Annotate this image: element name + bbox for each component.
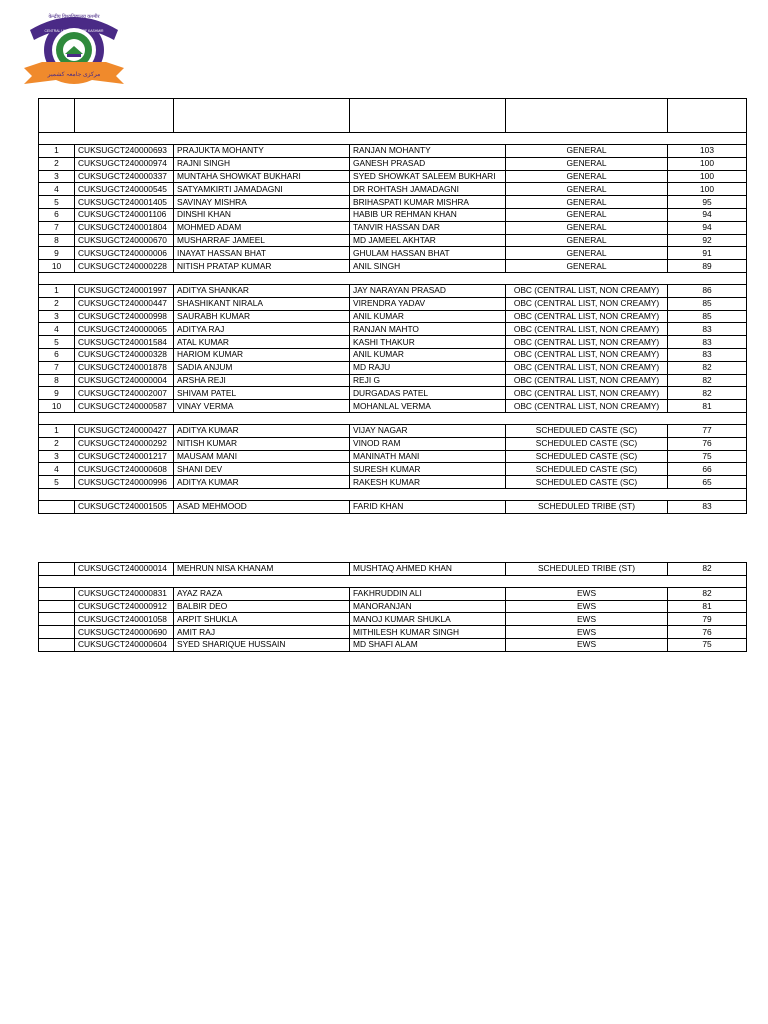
father-name-cell: MITHILESH KUMAR SINGH xyxy=(350,626,506,639)
application-no-cell: CUKSUGCT240000328 xyxy=(75,348,174,361)
sno-cell: 8 xyxy=(39,374,75,387)
score-cell: 82 xyxy=(668,361,747,374)
candidate-name-cell: SHIVAM PATEL xyxy=(174,387,350,400)
application-no-cell: CUKSUGCT240000014 xyxy=(75,563,174,576)
score-cell: 91 xyxy=(668,247,747,260)
candidate-name-cell: DINSHI KHAN xyxy=(174,208,350,221)
candidate-name-cell: SATYAMKIRTI JAMADAGNI xyxy=(174,183,350,196)
sno-cell: 7 xyxy=(39,221,75,234)
application-no-cell: CUKSUGCT240000545 xyxy=(75,183,174,196)
application-no-cell: CUKSUGCT240000690 xyxy=(75,626,174,639)
table-row xyxy=(39,145,747,158)
category-cell: OBC (CENTRAL LIST, NON CREAMY) xyxy=(506,323,668,336)
father-name-cell: GHULAM HASSAN BHAT xyxy=(350,247,506,260)
score-cell: 83 xyxy=(668,336,747,349)
score-cell: 103 xyxy=(668,145,747,158)
application-no-cell: CUKSUGCT240000228 xyxy=(75,260,174,273)
category-cell: SCHEDULED TRIBE (ST) xyxy=(506,563,668,576)
score-cell: 94 xyxy=(668,208,747,221)
score-cell: 94 xyxy=(668,221,747,234)
category-cell: EWS xyxy=(506,587,668,600)
logo-top-text: केन्द्रीय विश्वविद्यालय कश्मीर xyxy=(48,14,100,20)
father-name-cell: KASHI THAKUR xyxy=(350,336,506,349)
sno-cell: 5 xyxy=(39,336,75,349)
category-cell: OBC (CENTRAL LIST, NON CREAMY) xyxy=(506,310,668,323)
score-cell: 85 xyxy=(668,297,747,310)
university-logo xyxy=(22,10,126,92)
category-cell: GENERAL xyxy=(506,145,668,158)
category-cell: SCHEDULED CASTE (SC) xyxy=(506,437,668,450)
sno-cell: 2 xyxy=(39,157,75,170)
header-cell xyxy=(75,99,174,133)
score-cell: 100 xyxy=(668,183,747,196)
sno-cell: 10 xyxy=(39,400,75,413)
sno-cell: 2 xyxy=(39,297,75,310)
candidate-name-cell: ARSHA REJI xyxy=(174,374,350,387)
application-no-cell: CUKSUGCT240000693 xyxy=(75,145,174,158)
score-cell: 95 xyxy=(668,196,747,209)
application-no-cell: CUKSUGCT240001584 xyxy=(75,336,174,349)
score-cell: 76 xyxy=(668,626,747,639)
candidate-name-cell: ATAL KUMAR xyxy=(174,336,350,349)
application-no-cell: CUKSUGCT240000065 xyxy=(75,323,174,336)
table-row xyxy=(39,374,747,387)
score-cell: 82 xyxy=(668,587,747,600)
table-row xyxy=(39,260,747,273)
score-cell: 89 xyxy=(668,260,747,273)
father-name-cell: VIJAY NAGAR xyxy=(350,424,506,437)
header-cell xyxy=(174,99,350,133)
score-cell: 83 xyxy=(668,500,747,513)
father-name-cell: SYED SHOWKAT SALEEM BUKHARI xyxy=(350,170,506,183)
application-no-cell: CUKSUGCT240000004 xyxy=(75,374,174,387)
candidate-name-cell: ADITYA RAJ xyxy=(174,323,350,336)
table-row xyxy=(39,387,747,400)
father-name-cell: MOHANLAL VERMA xyxy=(350,400,506,413)
sno-cell: 4 xyxy=(39,463,75,476)
header-cell xyxy=(506,99,668,133)
application-no-cell: CUKSUGCT240000608 xyxy=(75,463,174,476)
application-no-cell: CUKSUGCT240000670 xyxy=(75,234,174,247)
application-no-cell: CUKSUGCT240001106 xyxy=(75,208,174,221)
table-row xyxy=(39,437,747,450)
application-no-cell: CUKSUGCT240000427 xyxy=(75,424,174,437)
application-no-cell: CUKSUGCT240001058 xyxy=(75,613,174,626)
candidate-name-cell: SHASHIKANT NIRALA xyxy=(174,297,350,310)
category-cell: OBC (CENTRAL LIST, NON CREAMY) xyxy=(506,336,668,349)
table-row xyxy=(39,476,747,489)
sno-cell: 1 xyxy=(39,284,75,297)
candidate-name-cell: MUSHARRAF JAMEEL xyxy=(174,234,350,247)
father-name-cell: RANJAN MOHANTY xyxy=(350,145,506,158)
score-cell: 66 xyxy=(668,463,747,476)
table-row xyxy=(39,587,747,600)
sno-cell xyxy=(39,613,75,626)
score-cell: 83 xyxy=(668,348,747,361)
candidate-name-cell: MAUSAM MANI xyxy=(174,450,350,463)
header-cell xyxy=(350,99,506,133)
category-cell: OBC (CENTRAL LIST, NON CREAMY) xyxy=(506,400,668,413)
candidate-name-cell: PRAJUKTA MOHANTY xyxy=(174,145,350,158)
category-cell: SCHEDULED CASTE (SC) xyxy=(506,476,668,489)
sno-cell: 4 xyxy=(39,183,75,196)
category-cell: GENERAL xyxy=(506,234,668,247)
candidate-name-cell: SADIA ANJUM xyxy=(174,361,350,374)
sno-cell: 5 xyxy=(39,196,75,209)
table-row xyxy=(39,196,747,209)
table-row xyxy=(39,183,747,196)
candidate-name-cell: SYED SHARIQUE HUSSAIN xyxy=(174,638,350,651)
application-no-cell: CUKSUGCT240000337 xyxy=(75,170,174,183)
father-name-cell: RAKESH KUMAR xyxy=(350,476,506,489)
category-cell: OBC (CENTRAL LIST, NON CREAMY) xyxy=(506,297,668,310)
sno-cell: 6 xyxy=(39,208,75,221)
table-row xyxy=(39,424,747,437)
father-name-cell: ANIL KUMAR xyxy=(350,310,506,323)
table-row xyxy=(39,450,747,463)
score-cell: 79 xyxy=(668,613,747,626)
category-cell: EWS xyxy=(506,638,668,651)
score-cell: 81 xyxy=(668,400,747,413)
spacer-row xyxy=(39,575,747,587)
father-name-cell: MD JAMEEL AKHTAR xyxy=(350,234,506,247)
application-no-cell: CUKSUGCT240000006 xyxy=(75,247,174,260)
category-cell: GENERAL xyxy=(506,183,668,196)
candidate-name-cell: ADITYA SHANKAR xyxy=(174,284,350,297)
father-name-cell: BRIHASPATI KUMAR MISHRA xyxy=(350,196,506,209)
category-cell: OBC (CENTRAL LIST, NON CREAMY) xyxy=(506,387,668,400)
sno-cell: 1 xyxy=(39,145,75,158)
category-cell: GENERAL xyxy=(506,221,668,234)
application-no-cell: CUKSUGCT240000604 xyxy=(75,638,174,651)
candidate-name-cell: AMIT RAJ xyxy=(174,626,350,639)
application-no-cell: CUKSUGCT240000292 xyxy=(75,437,174,450)
spacer-row xyxy=(39,272,747,284)
application-no-cell: CUKSUGCT240000447 xyxy=(75,297,174,310)
father-name-cell: TANVIR HASSAN DAR xyxy=(350,221,506,234)
category-cell: SCHEDULED CASTE (SC) xyxy=(506,450,668,463)
sno-cell: 9 xyxy=(39,387,75,400)
application-no-cell: CUKSUGCT240000587 xyxy=(75,400,174,413)
candidate-name-cell: MEHRUN NISA KHANAM xyxy=(174,563,350,576)
candidate-name-cell: MUNTAHA SHOWKAT BUKHARI xyxy=(174,170,350,183)
score-cell: 81 xyxy=(668,600,747,613)
father-name-cell: MANORANJAN xyxy=(350,600,506,613)
application-no-cell: CUKSUGCT240000974 xyxy=(75,157,174,170)
table-row xyxy=(39,247,747,260)
candidate-name-cell: SAURABH KUMAR xyxy=(174,310,350,323)
candidate-name-cell: ASAD MEHMOOD xyxy=(174,500,350,513)
candidate-name-cell: INAYAT HASSAN BHAT xyxy=(174,247,350,260)
category-cell: OBC (CENTRAL LIST, NON CREAMY) xyxy=(506,284,668,297)
father-name-cell: MD SHAFI ALAM xyxy=(350,638,506,651)
spacer-row xyxy=(39,488,747,500)
father-name-cell: MD RAJU xyxy=(350,361,506,374)
candidate-name-cell: SHANI DEV xyxy=(174,463,350,476)
application-no-cell: CUKSUGCT240000831 xyxy=(75,587,174,600)
category-cell: GENERAL xyxy=(506,157,668,170)
score-cell: 82 xyxy=(668,563,747,576)
category-cell: OBC (CENTRAL LIST, NON CREAMY) xyxy=(506,374,668,387)
sno-cell: 3 xyxy=(39,170,75,183)
table-row xyxy=(39,234,747,247)
application-no-cell: CUKSUGCT240001997 xyxy=(75,284,174,297)
table-row xyxy=(39,613,747,626)
logo-ring-text: CENTRAL UNIVERSITY OF KASHMIR xyxy=(44,29,104,33)
father-name-cell: VINOD RAM xyxy=(350,437,506,450)
category-cell: SCHEDULED TRIBE (ST) xyxy=(506,500,668,513)
application-no-cell: CUKSUGCT240000996 xyxy=(75,476,174,489)
table-row xyxy=(39,563,747,576)
table-row xyxy=(39,310,747,323)
father-name-cell: HABIB UR REHMAN KHAN xyxy=(350,208,506,221)
candidate-name-cell: NITISH PRATAP KUMAR xyxy=(174,260,350,273)
father-name-cell: VIRENDRA YADAV xyxy=(350,297,506,310)
score-cell: 100 xyxy=(668,157,747,170)
candidate-name-cell: RAJNI SINGH xyxy=(174,157,350,170)
sno-cell xyxy=(39,587,75,600)
header-cell xyxy=(668,99,747,133)
candidate-name-cell: ADITYA KUMAR xyxy=(174,424,350,437)
category-cell: EWS xyxy=(506,626,668,639)
sno-cell xyxy=(39,600,75,613)
table-row xyxy=(39,348,747,361)
table-row xyxy=(39,284,747,297)
category-cell: GENERAL xyxy=(506,196,668,209)
father-name-cell: JAY NARAYAN PRASAD xyxy=(350,284,506,297)
candidate-name-cell: BALBIR DEO xyxy=(174,600,350,613)
table-row xyxy=(39,400,747,413)
score-cell: 83 xyxy=(668,323,747,336)
category-cell: SCHEDULED CASTE (SC) xyxy=(506,463,668,476)
father-name-cell: MANOJ KUMAR SHUKLA xyxy=(350,613,506,626)
sno-cell: 7 xyxy=(39,361,75,374)
candidate-name-cell: VINAY VERMA xyxy=(174,400,350,413)
candidate-name-cell: ARPIT SHUKLA xyxy=(174,613,350,626)
application-no-cell: CUKSUGCT240001405 xyxy=(75,196,174,209)
table-row xyxy=(39,157,747,170)
sno-cell: 3 xyxy=(39,310,75,323)
header-row xyxy=(39,99,747,133)
sno-cell: 4 xyxy=(39,323,75,336)
sno-cell xyxy=(39,638,75,651)
sno-cell: 9 xyxy=(39,247,75,260)
category-cell: GENERAL xyxy=(506,170,668,183)
table-row xyxy=(39,221,747,234)
application-no-cell: CUKSUGCT240001804 xyxy=(75,221,174,234)
application-no-cell: CUKSUGCT240001878 xyxy=(75,361,174,374)
score-cell: 75 xyxy=(668,450,747,463)
merit-list-table xyxy=(38,98,747,514)
father-name-cell: RANJAN MAHTO xyxy=(350,323,506,336)
category-cell: EWS xyxy=(506,613,668,626)
merit-list-table-continued xyxy=(38,562,747,652)
candidate-name-cell: SAVINAY MISHRA xyxy=(174,196,350,209)
sno-cell: 6 xyxy=(39,348,75,361)
father-name-cell: FAKHRUDDIN ALI xyxy=(350,587,506,600)
father-name-cell: DURGADAS PATEL xyxy=(350,387,506,400)
table-row xyxy=(39,463,747,476)
score-cell: 82 xyxy=(668,387,747,400)
header-cell xyxy=(39,99,75,133)
candidate-name-cell: ADITYA KUMAR xyxy=(174,476,350,489)
candidate-name-cell: NITISH KUMAR xyxy=(174,437,350,450)
table-row xyxy=(39,600,747,613)
category-cell: OBC (CENTRAL LIST, NON CREAMY) xyxy=(506,348,668,361)
category-cell: GENERAL xyxy=(506,247,668,260)
table-row xyxy=(39,638,747,651)
father-name-cell: MUSHTAQ AHMED KHAN xyxy=(350,563,506,576)
score-cell: 77 xyxy=(668,424,747,437)
father-name-cell: REJI G xyxy=(350,374,506,387)
sno-cell xyxy=(39,500,75,513)
table-row xyxy=(39,323,747,336)
father-name-cell: GANESH PRASAD xyxy=(350,157,506,170)
father-name-cell: DR ROHTASH JAMADAGNI xyxy=(350,183,506,196)
father-name-cell: MANINATH MANI xyxy=(350,450,506,463)
table-row xyxy=(39,500,747,513)
category-cell: GENERAL xyxy=(506,260,668,273)
score-cell: 75 xyxy=(668,638,747,651)
table-row xyxy=(39,626,747,639)
score-cell: 86 xyxy=(668,284,747,297)
score-cell: 76 xyxy=(668,437,747,450)
sno-cell xyxy=(39,626,75,639)
father-name-cell: SURESH KUMAR xyxy=(350,463,506,476)
father-name-cell: ANIL KUMAR xyxy=(350,348,506,361)
sno-cell: 3 xyxy=(39,450,75,463)
score-cell: 82 xyxy=(668,374,747,387)
application-no-cell: CUKSUGCT240001505 xyxy=(75,500,174,513)
sno-cell: 2 xyxy=(39,437,75,450)
table-row xyxy=(39,170,747,183)
category-cell: EWS xyxy=(506,600,668,613)
application-no-cell: CUKSUGCT240000912 xyxy=(75,600,174,613)
category-cell: GENERAL xyxy=(506,208,668,221)
spacer-row xyxy=(39,412,747,424)
spacer-row xyxy=(39,133,747,145)
application-no-cell: CUKSUGCT240002007 xyxy=(75,387,174,400)
table-row xyxy=(39,336,747,349)
sno-cell: 1 xyxy=(39,424,75,437)
application-no-cell: CUKSUGCT240001217 xyxy=(75,450,174,463)
candidate-name-cell: MOHMED ADAM xyxy=(174,221,350,234)
father-name-cell: FARID KHAN xyxy=(350,500,506,513)
score-cell: 100 xyxy=(668,170,747,183)
sno-cell: 10 xyxy=(39,260,75,273)
sno-cell: 8 xyxy=(39,234,75,247)
father-name-cell: ANIL SINGH xyxy=(350,260,506,273)
score-cell: 85 xyxy=(668,310,747,323)
score-cell: 65 xyxy=(668,476,747,489)
candidate-name-cell: HARIOM KUMAR xyxy=(174,348,350,361)
score-cell: 92 xyxy=(668,234,747,247)
table-row xyxy=(39,208,747,221)
candidate-name-cell: AYAZ RAZA xyxy=(174,587,350,600)
category-cell: SCHEDULED CASTE (SC) xyxy=(506,424,668,437)
sno-cell: 5 xyxy=(39,476,75,489)
table-row xyxy=(39,361,747,374)
sno-cell xyxy=(39,563,75,576)
logo-ribbon-text: مرکزی جامعہ کشمیر xyxy=(47,72,101,78)
application-no-cell: CUKSUGCT240000998 xyxy=(75,310,174,323)
category-cell: OBC (CENTRAL LIST, NON CREAMY) xyxy=(506,361,668,374)
table-row xyxy=(39,297,747,310)
